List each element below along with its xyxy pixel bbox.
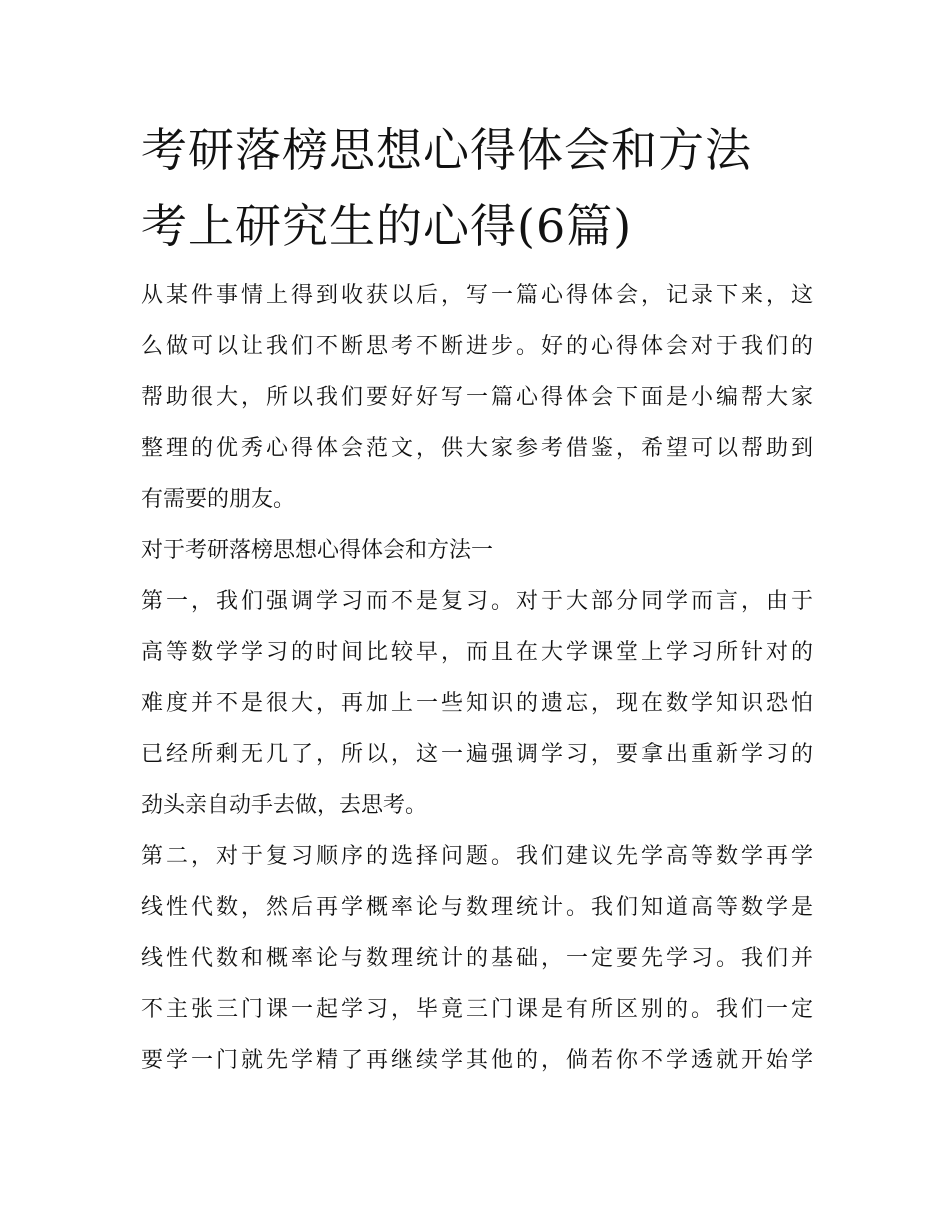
paragraph-line: 第二，对于复习顺序的选择问题。我们建议先学高等数学再学	[141, 844, 813, 869]
paragraph-line: 线性代数，然后再学概率论与数理统计。我们知道高等数学是	[141, 895, 813, 920]
paragraph-line: 劲头亲自动手去做，去思考。	[141, 793, 428, 818]
paragraph-line: 第一，我们强调学习而不是复习。对于大部分同学而言，由于	[141, 589, 813, 614]
paragraph-line: 线性代数和概率论与数理统计的基础，一定要先学习。我们并	[141, 946, 813, 971]
paragraph-2	[141, 831, 813, 1086]
intro-line: 从某件事情上得到收获以后，写一篇心得体会，记录下来，这	[141, 283, 813, 308]
paragraph-1	[141, 576, 813, 831]
paragraph-line: 难度并不是很大，再加上一些知识的遗忘，现在数学知识恐怕	[141, 691, 813, 716]
title-line-1: 考研落榜思想心得体会和方法	[141, 123, 752, 177]
title-line-2: 考上研究生的心得(6篇)	[141, 199, 633, 253]
paragraph-line: 高等数学学习的时间比较早，而且在大学课堂上学习所针对的	[141, 640, 813, 665]
intro-line: 帮助很大，所以我们要好好写一篇心得体会下面是小编帮大家	[141, 385, 813, 410]
section-heading-text: 对于考研落榜思想心得体会和方法一	[141, 538, 494, 563]
intro-paragraph	[141, 270, 813, 525]
paragraph-line: 不主张三门课一起学习，毕竟三门课是有所区别的。我们一定	[141, 997, 813, 1022]
paragraph-line: 要学一门就先学精了再继续学其他的，倘若你不学透就开始学	[141, 1048, 813, 1073]
intro-line: 有需要的朋友。	[141, 487, 296, 512]
intro-line: 么做可以让我们不断思考不断进步。好的心得体会对于我们的	[141, 334, 813, 359]
document-title	[141, 112, 813, 264]
document-page	[141, 112, 813, 1086]
paragraph-line: 已经所剩无几了，所以，这一遍强调学习，要拿出重新学习的	[141, 742, 813, 767]
intro-line: 整理的优秀心得体会范文，供大家参考借鉴，希望可以帮助到	[141, 436, 813, 461]
section-heading	[141, 525, 813, 576]
